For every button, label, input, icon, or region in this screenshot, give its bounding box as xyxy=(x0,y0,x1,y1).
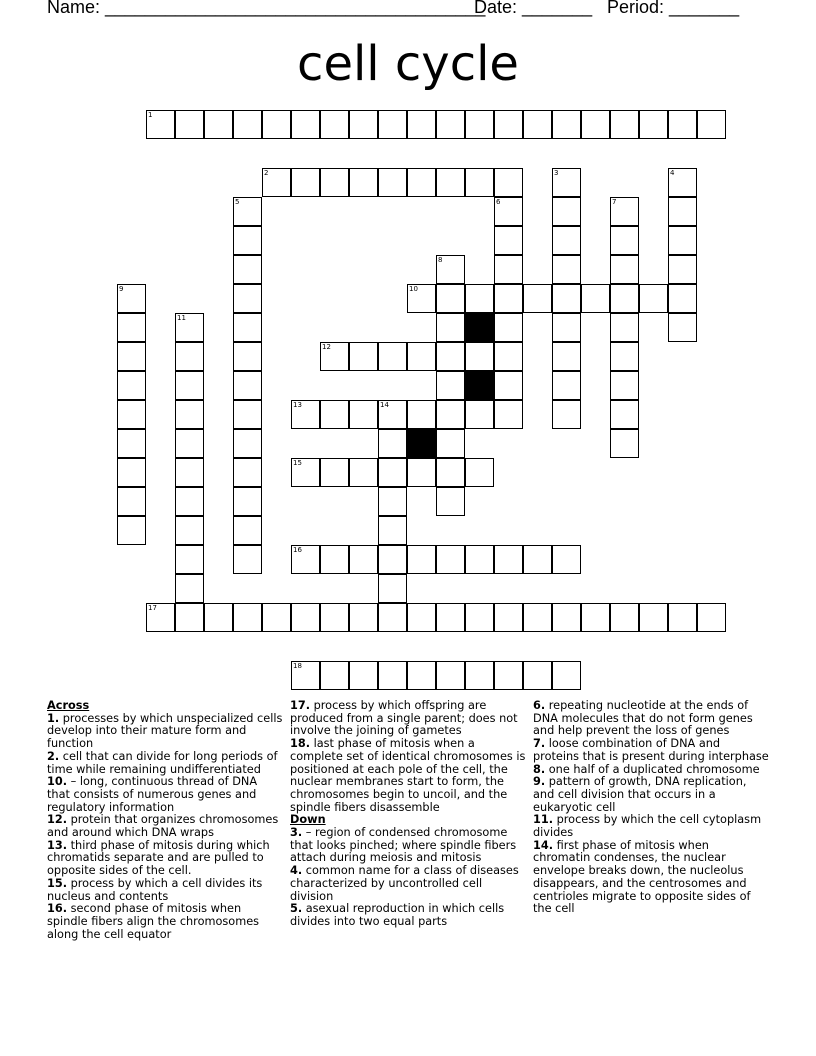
crossword-cell[interactable] xyxy=(465,661,494,690)
clue-number: 11 xyxy=(177,314,186,322)
crossword-cell[interactable] xyxy=(262,168,291,197)
crossword-cell[interactable] xyxy=(320,168,349,197)
clue-item-text: second phase of mitosis when spindle fibers align the chromosomes along the cell equator xyxy=(47,902,260,941)
crossword-cell[interactable] xyxy=(349,168,378,197)
clue-item-number: 5. xyxy=(290,902,303,916)
crossword-cell[interactable] xyxy=(320,110,349,139)
crossword-cell[interactable] xyxy=(233,110,262,139)
crossword-cell[interactable] xyxy=(494,342,523,371)
clue-item-text: repeating nucleotide at the ends of DNA molecules that do not form genes and help prevent the loss of genes xyxy=(533,699,753,738)
crossword-cell[interactable] xyxy=(175,110,204,139)
crossword-cell[interactable] xyxy=(291,400,320,429)
crossword-cell[interactable] xyxy=(349,603,378,632)
crossword-cell[interactable] xyxy=(523,284,552,313)
crossword-cell[interactable] xyxy=(378,168,407,197)
crossword-cell[interactable] xyxy=(175,400,204,429)
crossword-cell[interactable] xyxy=(668,255,697,284)
date-field-label: Date: _______ xyxy=(474,0,593,17)
crossword-block-cell xyxy=(407,429,436,458)
crossword-cell[interactable] xyxy=(378,400,407,429)
clue-number: 18 xyxy=(293,662,302,670)
crossword-cell[interactable] xyxy=(320,603,349,632)
clue-item-text: – region of condensed chromosome that looks pinched; where spindle fibers attach during meiosis and mitosis xyxy=(290,826,517,865)
crossword-cell[interactable] xyxy=(668,197,697,226)
crossword-cell[interactable] xyxy=(320,400,349,429)
clues-column-3 xyxy=(533,700,769,916)
crossword-cell[interactable] xyxy=(610,284,639,313)
crossword-cell[interactable] xyxy=(175,429,204,458)
clues-column-1 xyxy=(47,700,283,941)
clue-number: 2 xyxy=(264,169,269,177)
crossword-cell[interactable] xyxy=(610,226,639,255)
name-field-label: Name: ______________________________________ xyxy=(47,0,486,17)
crossword-cell[interactable] xyxy=(378,516,407,545)
crossword-cell[interactable] xyxy=(233,516,262,545)
crossword-cell[interactable] xyxy=(436,545,465,574)
crossword-cell[interactable] xyxy=(407,168,436,197)
crossword-cell[interactable] xyxy=(378,661,407,690)
crossword-cell[interactable] xyxy=(552,371,581,400)
crossword-cell[interactable] xyxy=(523,661,552,690)
crossword-cell[interactable] xyxy=(146,110,175,139)
crossword-cell[interactable] xyxy=(204,603,233,632)
crossword-cell[interactable] xyxy=(494,168,523,197)
crossword-cell[interactable] xyxy=(291,545,320,574)
crossword-cell[interactable] xyxy=(494,371,523,400)
crossword-cell[interactable] xyxy=(291,110,320,139)
clue-item-number: 1. xyxy=(47,711,60,725)
clue-item-number: 18. xyxy=(290,737,311,751)
crossword-cell[interactable] xyxy=(117,371,146,400)
crossword-cell[interactable] xyxy=(436,313,465,342)
clue-item xyxy=(290,700,526,738)
crossword-cell[interactable] xyxy=(233,487,262,516)
crossword-cell[interactable] xyxy=(349,661,378,690)
clue-item-number: 17. xyxy=(290,699,311,712)
clue-item-text: common name for a class of diseases characterized by uncontrolled cell division xyxy=(290,864,519,903)
crossword-cell[interactable] xyxy=(291,168,320,197)
crossword-cell[interactable] xyxy=(378,110,407,139)
clue-item-number: 7. xyxy=(533,737,546,751)
crossword-cell[interactable] xyxy=(436,371,465,400)
crossword-cell[interactable] xyxy=(378,429,407,458)
crossword-cell[interactable] xyxy=(552,197,581,226)
crossword-cell[interactable] xyxy=(581,110,610,139)
clues-column-2 xyxy=(290,700,526,929)
clue-item-text: processes by which unspecialized cells develop into their mature form and function xyxy=(47,711,283,751)
crossword-cell[interactable] xyxy=(552,313,581,342)
crossword-cell[interactable] xyxy=(175,371,204,400)
crossword-cell[interactable] xyxy=(349,110,378,139)
crossword-cell[interactable] xyxy=(291,603,320,632)
crossword-cell[interactable] xyxy=(465,168,494,197)
crossword-cell[interactable] xyxy=(668,313,697,342)
crossword-cell[interactable] xyxy=(436,661,465,690)
crossword-cell[interactable] xyxy=(494,197,523,226)
crossword-cell[interactable] xyxy=(494,661,523,690)
crossword-cell[interactable] xyxy=(117,429,146,458)
crossword-cell[interactable] xyxy=(523,545,552,574)
crossword-cell[interactable] xyxy=(668,603,697,632)
clue-item-text: last phase of mitosis when a complete set of identical chromosomes is positioned at each pole of the cell, the nuclear membranes start to form, the chromosomes begin to uncoil, and the spindle fibers disassemble xyxy=(290,737,526,814)
crossword-cell[interactable] xyxy=(494,110,523,139)
clue-item-text: pattern of growth, DNA replication, and cell division that occurs in a eukaryotic cell xyxy=(533,775,747,814)
clue-item-number: 8. xyxy=(533,762,546,776)
crossword-cell[interactable] xyxy=(117,400,146,429)
crossword-cell[interactable] xyxy=(378,603,407,632)
crossword-cell[interactable] xyxy=(117,516,146,545)
crossword-cell[interactable] xyxy=(436,400,465,429)
crossword-cell[interactable] xyxy=(494,545,523,574)
crossword-cell[interactable] xyxy=(407,110,436,139)
crossword-cell[interactable] xyxy=(233,400,262,429)
crossword-cell[interactable] xyxy=(407,545,436,574)
crossword-cell[interactable] xyxy=(291,661,320,690)
clue-item-text: – long, continuous thread of DNA that consists of numerous genes and regulatory information xyxy=(47,775,258,814)
crossword-cell[interactable] xyxy=(378,342,407,371)
crossword-cell[interactable] xyxy=(552,661,581,690)
crossword-cell[interactable] xyxy=(552,603,581,632)
crossword-cell[interactable] xyxy=(610,313,639,342)
crossword-cell[interactable] xyxy=(697,110,726,139)
clue-item xyxy=(533,814,769,839)
crossword-cell[interactable] xyxy=(465,545,494,574)
crossword-cell[interactable] xyxy=(233,197,262,226)
clue-item xyxy=(533,738,769,763)
clue-item-number: 13. xyxy=(47,838,68,852)
crossword-block-cell xyxy=(465,313,494,342)
clue-number: 12 xyxy=(322,343,331,351)
down-heading: Down xyxy=(290,813,326,827)
crossword-cell[interactable] xyxy=(320,342,349,371)
clue-number: 4 xyxy=(670,169,675,177)
crossword-cell[interactable] xyxy=(349,458,378,487)
crossword-cell[interactable] xyxy=(610,342,639,371)
clue-item-text: loose combination of DNA and proteins that is present during interphase xyxy=(533,737,769,763)
crossword-cell[interactable] xyxy=(668,168,697,197)
crossword-cell[interactable] xyxy=(175,487,204,516)
crossword-cell[interactable] xyxy=(552,342,581,371)
crossword-cell[interactable] xyxy=(349,400,378,429)
crossword-cell[interactable] xyxy=(262,603,291,632)
clue-item-number: 11. xyxy=(533,813,554,827)
crossword-cell[interactable] xyxy=(465,342,494,371)
crossword-cell[interactable] xyxy=(494,400,523,429)
crossword-cell[interactable] xyxy=(378,458,407,487)
crossword-cell[interactable] xyxy=(175,313,204,342)
crossword-cell[interactable] xyxy=(639,284,668,313)
crossword-cell[interactable] xyxy=(175,574,204,603)
crossword-cell[interactable] xyxy=(233,284,262,313)
crossword-cell[interactable] xyxy=(175,458,204,487)
crossword-cell[interactable] xyxy=(436,284,465,313)
clue-item xyxy=(290,738,526,814)
crossword-cell[interactable] xyxy=(117,458,146,487)
crossword-cell[interactable] xyxy=(233,313,262,342)
clue-item-number: 12. xyxy=(47,813,68,827)
crossword-cell[interactable] xyxy=(407,661,436,690)
clue-item xyxy=(290,865,526,903)
crossword-cell[interactable] xyxy=(175,342,204,371)
across-heading: Across xyxy=(47,699,90,712)
crossword-cell[interactable] xyxy=(117,342,146,371)
crossword-cell[interactable] xyxy=(523,603,552,632)
crossword-cell[interactable] xyxy=(494,226,523,255)
clue-item-text: process by which offspring are produced from a single parent; does not involve the joining of gametes xyxy=(290,699,518,738)
clue-item-number: 3. xyxy=(290,826,303,840)
clue-item xyxy=(47,713,283,751)
puzzle-title: cell cycle xyxy=(297,36,519,92)
crossword-cell[interactable] xyxy=(407,458,436,487)
clue-number: 16 xyxy=(293,546,302,554)
crossword-cell[interactable] xyxy=(378,574,407,603)
clue-item-number: 14. xyxy=(533,838,554,852)
crossword-cell[interactable] xyxy=(175,545,204,574)
clue-number: 3 xyxy=(554,169,559,177)
clue-item-text: protein that organizes chromosomes and around which DNA wraps xyxy=(47,813,279,840)
crossword-cell[interactable] xyxy=(233,371,262,400)
clue-item xyxy=(533,700,769,738)
crossword-cell[interactable] xyxy=(668,226,697,255)
clue-item-number: 6. xyxy=(533,699,546,712)
crossword-cell[interactable] xyxy=(465,603,494,632)
clue-number: 13 xyxy=(293,401,302,409)
crossword-cell[interactable] xyxy=(668,110,697,139)
clue-item-text: process by which the cell cytoplasm divides xyxy=(533,813,762,840)
clue-item-number: 10. xyxy=(47,775,68,789)
clue-item-text: first phase of mitosis when chromatin condenses, the nuclear envelope breaks down, the nucleolus disappears, and the centrosomes and centrioles migrate to opposite sides of the cell xyxy=(533,838,751,916)
crossword-cell[interactable] xyxy=(610,603,639,632)
crossword-cell[interactable] xyxy=(436,255,465,284)
crossword-cell[interactable] xyxy=(436,168,465,197)
clue-item-text: one half of a duplicated chromosome xyxy=(545,762,760,776)
crossword-cell[interactable] xyxy=(552,226,581,255)
period-field-label: Period: _______ xyxy=(607,0,740,17)
crossword-cell[interactable] xyxy=(117,284,146,313)
clue-item-number: 4. xyxy=(290,864,303,878)
crossword-cell[interactable] xyxy=(523,110,552,139)
crossword-block-cell xyxy=(465,371,494,400)
crossword-cell[interactable] xyxy=(291,458,320,487)
crossword-cell[interactable] xyxy=(378,545,407,574)
crossword-cell[interactable] xyxy=(552,545,581,574)
clue-item-number: 2. xyxy=(47,749,60,763)
clue-item xyxy=(47,878,283,903)
crossword-cell[interactable] xyxy=(610,255,639,284)
crossword-cell[interactable] xyxy=(610,371,639,400)
crossword-cell[interactable] xyxy=(697,603,726,632)
crossword-cell[interactable] xyxy=(581,603,610,632)
clue-number: 9 xyxy=(119,285,124,293)
crossword-cell[interactable] xyxy=(349,545,378,574)
crossword-cell[interactable] xyxy=(436,487,465,516)
crossword-cell[interactable] xyxy=(407,603,436,632)
crossword-cell[interactable] xyxy=(407,284,436,313)
clue-number: 8 xyxy=(438,256,443,264)
clue-item xyxy=(47,814,283,839)
crossword-cell[interactable] xyxy=(117,487,146,516)
crossword-cell[interactable] xyxy=(233,429,262,458)
crossword-cell[interactable] xyxy=(436,429,465,458)
clue-number: 10 xyxy=(409,285,418,293)
crossword-cell[interactable] xyxy=(436,458,465,487)
clue-item xyxy=(290,903,526,928)
crossword-cell[interactable] xyxy=(465,400,494,429)
crossword-cell[interactable] xyxy=(494,255,523,284)
clue-item-text: third phase of mitosis during which chromatids separate and are pulled to opposite sides of the cell. xyxy=(47,838,270,878)
crossword-cell[interactable] xyxy=(639,603,668,632)
crossword-cell[interactable] xyxy=(610,400,639,429)
crossword-cell[interactable] xyxy=(610,110,639,139)
crossword-cell[interactable] xyxy=(436,110,465,139)
clue-item xyxy=(533,776,769,814)
crossword-cell[interactable] xyxy=(552,168,581,197)
clue-item-number: 9. xyxy=(533,775,546,789)
crossword-cell[interactable] xyxy=(262,110,291,139)
crossword-cell[interactable] xyxy=(320,545,349,574)
crossword-cell[interactable] xyxy=(436,603,465,632)
crossword-cell[interactable] xyxy=(465,110,494,139)
crossword-cell[interactable] xyxy=(610,197,639,226)
crossword-cell[interactable] xyxy=(320,661,349,690)
clue-item xyxy=(47,903,283,941)
clue-item-text: asexual reproduction in which cells divides into two equal parts xyxy=(290,902,505,928)
clue-number: 15 xyxy=(293,459,302,467)
clue-item-number: 16. xyxy=(47,902,68,916)
clue-item-text: cell that can divide for long periods of time while remaining undifferentiated xyxy=(47,749,278,776)
crossword-cell[interactable] xyxy=(204,110,233,139)
crossword-cell[interactable] xyxy=(233,458,262,487)
clue-item xyxy=(47,776,283,814)
crossword-cell[interactable] xyxy=(552,284,581,313)
crossword-cell[interactable] xyxy=(233,255,262,284)
crossword-cell[interactable] xyxy=(233,226,262,255)
crossword-cell[interactable] xyxy=(175,603,204,632)
clue-item-number: 15. xyxy=(47,876,68,890)
crossword-cell[interactable] xyxy=(610,429,639,458)
clue-number: 6 xyxy=(496,198,501,206)
crossword-cell[interactable] xyxy=(639,110,668,139)
crossword-cell[interactable] xyxy=(668,284,697,313)
clue-number: 14 xyxy=(380,401,389,409)
crossword-cell[interactable] xyxy=(233,545,262,574)
crossword-cell[interactable] xyxy=(349,342,378,371)
crossword-cell[interactable] xyxy=(117,313,146,342)
clue-item xyxy=(290,827,526,865)
crossword-cell[interactable] xyxy=(494,284,523,313)
crossword-cell[interactable] xyxy=(407,342,436,371)
crossword-cell[interactable] xyxy=(146,603,175,632)
clue-item xyxy=(47,840,283,878)
crossword-cell[interactable] xyxy=(465,458,494,487)
crossword-cell[interactable] xyxy=(552,400,581,429)
crossword-cell[interactable] xyxy=(407,400,436,429)
crossword-cell[interactable] xyxy=(436,342,465,371)
crossword-cell[interactable] xyxy=(465,284,494,313)
clue-number: 5 xyxy=(235,198,240,206)
crossword-cell[interactable] xyxy=(233,603,262,632)
crossword-cell[interactable] xyxy=(175,516,204,545)
crossword-cell[interactable] xyxy=(494,603,523,632)
clue-item xyxy=(47,751,283,776)
crossword-cell[interactable] xyxy=(233,342,262,371)
clue-item-text: process by which a cell divides its nucleus and contents xyxy=(47,876,263,903)
clue-number: 1 xyxy=(148,111,153,119)
crossword-cell[interactable] xyxy=(552,255,581,284)
clue-item xyxy=(533,840,769,916)
clue-number: 17 xyxy=(148,604,157,612)
crossword-cell[interactable] xyxy=(552,110,581,139)
crossword-cell[interactable] xyxy=(581,284,610,313)
crossword-cell[interactable] xyxy=(494,313,523,342)
clue-number: 7 xyxy=(612,198,617,206)
crossword-cell[interactable] xyxy=(320,458,349,487)
crossword-cell[interactable] xyxy=(378,487,407,516)
